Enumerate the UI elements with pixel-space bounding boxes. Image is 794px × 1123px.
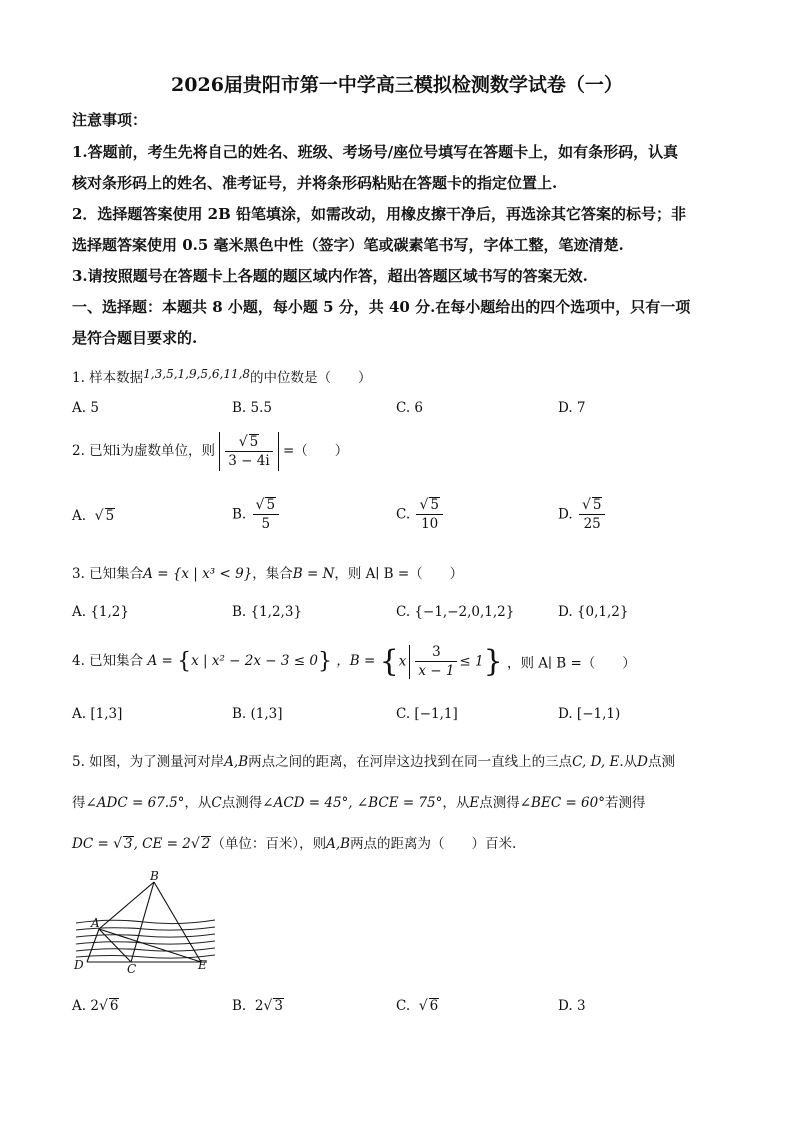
q2-option-d: D. $\frac{√ 5}{25}$ bbox=[558, 496, 607, 533]
q3-option-a: A. {1,2} bbox=[72, 604, 129, 620]
exam-title: 2026届贵阳市第一中学高三模拟检测数学试卷（一） bbox=[171, 74, 623, 96]
notice-item2-line1: 2．选择题答案使用 2B 铅笔填涂，如需改动，用橡皮擦干净后，再选涂其它答案的标号；非 bbox=[72, 205, 687, 223]
notice-heading: 注意事项： bbox=[72, 111, 148, 129]
q4-setA-body: x | x² − 2x − 3 ≤ 0 bbox=[191, 653, 318, 669]
q5-option-b: B. 2√ 3 bbox=[232, 998, 283, 1014]
q1-option-b: B. 5.5 bbox=[232, 400, 272, 416]
q3-mid: ，集合 bbox=[252, 566, 293, 582]
q4-option-c: C. [−1,1] bbox=[396, 706, 458, 722]
q3-option-c: C. {−1,−2,0,1,2} bbox=[396, 604, 515, 620]
q2-fraction: $\frac{√ 5}{3 - 4i}$ bbox=[225, 433, 272, 470]
q4-option-a: A. [1,3] bbox=[72, 706, 123, 722]
q5-option-d: D. 3 bbox=[558, 998, 586, 1014]
q2-optA-value: 5 bbox=[105, 508, 115, 524]
q3-option-b: B. {1,2,3} bbox=[232, 604, 303, 620]
q5-option-a: A. 2√ 6 bbox=[72, 998, 119, 1014]
q2-prefix: 2. 已知i为虚数单位，则 bbox=[72, 443, 215, 459]
q5-option-c: C. √ 6 bbox=[396, 998, 439, 1014]
q4-prefix: 4. 已知集合 bbox=[72, 653, 144, 669]
q2-option-c: C. $\frac{√ 5}{10}$ bbox=[396, 496, 445, 533]
question-4: 4. 已知集合 A = {x | x² − 2x − 3 ≤ 0} ，B = {x $\frac{3}{x - 1}$ ≤ 1} ，则 A∣ B =（ ） bbox=[72, 644, 636, 679]
notice-item3: 3.请按照题号在答题卡上各题的题区域内作答，超出答题区域书写的答案无效. bbox=[72, 267, 588, 285]
q1-option-d: D. 7 bbox=[558, 400, 586, 416]
notice-item1-line2: 核对条形码上的姓名、准考证号，并将条形码粘贴在答题卡的指定位置上. bbox=[72, 174, 558, 192]
fig-label-E: E bbox=[198, 958, 207, 972]
q4-setA-lhs: A = bbox=[147, 653, 173, 669]
fig-label-D: D bbox=[74, 958, 84, 972]
q4-option-d: D. [−1,1) bbox=[558, 706, 621, 722]
q4-frac-den: x − 1 bbox=[418, 663, 455, 679]
question-2 bbox=[72, 432, 348, 471]
q2-option-a: A. √ 5 bbox=[72, 508, 115, 524]
q2-den: 3 − 4i bbox=[228, 453, 270, 469]
q4-setB-lhs: ，B = bbox=[336, 653, 376, 669]
q2-option-b: B. $\frac{√ 5}{5}$ bbox=[232, 496, 281, 533]
q4-setB-x: x bbox=[398, 653, 407, 670]
q1-prefix: 1. 样本数据 bbox=[72, 370, 144, 386]
question-5-line3: DC = √ 3, CE = 2√ 2（单位：百米），则A,B两点的距离为（ ）百米. bbox=[72, 836, 517, 852]
q4-suffix: ，则 A∣ B =（ ） bbox=[507, 655, 636, 672]
question-5-line2: 得∠ADC = 67.5°，从C点测得∠ACD = 45°, ∠BCE = 75°，从E点测得∠BEC = 60°若测得 bbox=[72, 795, 646, 811]
q4-option-b: B. (1,3] bbox=[232, 706, 283, 722]
section1-line2: 是符合题目要求的. bbox=[72, 329, 198, 347]
q1-option-c: C. 6 bbox=[396, 400, 424, 416]
q3-setA: A = {x | x³ < 9} bbox=[143, 566, 253, 582]
fig-label-C: C bbox=[127, 962, 137, 976]
notice-item1-line1: 1.答题前，考生先将自己的姓名、班级、考场号/座位号填写在答题卡上，如有条形码，认真 bbox=[72, 143, 679, 161]
q2-num: 5 bbox=[249, 434, 259, 450]
question-5-line1: 5. 如图，为了测量河对岸A,B两点之间的距离，在河岸这边找到在同一直线上的三点C, D, E.从D点测 bbox=[72, 754, 675, 770]
q1-data: 1,3,5,1,9,5,6,11,8 bbox=[143, 367, 251, 381]
q1-suffix: 的中位数是（ ） bbox=[250, 370, 372, 386]
q1-option-a: A. 5 bbox=[72, 400, 99, 416]
q3-suffix: ，则 A∣ B =（ ） bbox=[334, 566, 464, 582]
q5-figure bbox=[70, 866, 220, 978]
q2-suffix: =（ ） bbox=[282, 443, 349, 459]
q4-setB-rhs: ≤ 1 bbox=[459, 653, 484, 670]
section1-line1: 一、选择题：本题共 8 小题，每小题 5 分，共 40 分.在每小题给出的四个选项中，只有一项 bbox=[72, 298, 691, 316]
question-1 bbox=[72, 366, 372, 386]
q3-prefix: 3. 已知集合 bbox=[72, 566, 144, 582]
q3-option-d: D. {0,1,2} bbox=[558, 604, 629, 620]
question-3 bbox=[72, 562, 463, 582]
notice-item2-line2: 选择题答案使用 0.5 毫米黑色中性（签字）笔或碳素笔书写，字体工整，笔迹清楚. bbox=[72, 236, 624, 254]
q3-setB: B = N bbox=[292, 566, 335, 582]
fig-label-B: B bbox=[150, 869, 159, 883]
q2-modulus bbox=[219, 432, 278, 471]
fig-label-A: A bbox=[91, 916, 100, 930]
q4-frac-num: 3 bbox=[415, 643, 457, 662]
